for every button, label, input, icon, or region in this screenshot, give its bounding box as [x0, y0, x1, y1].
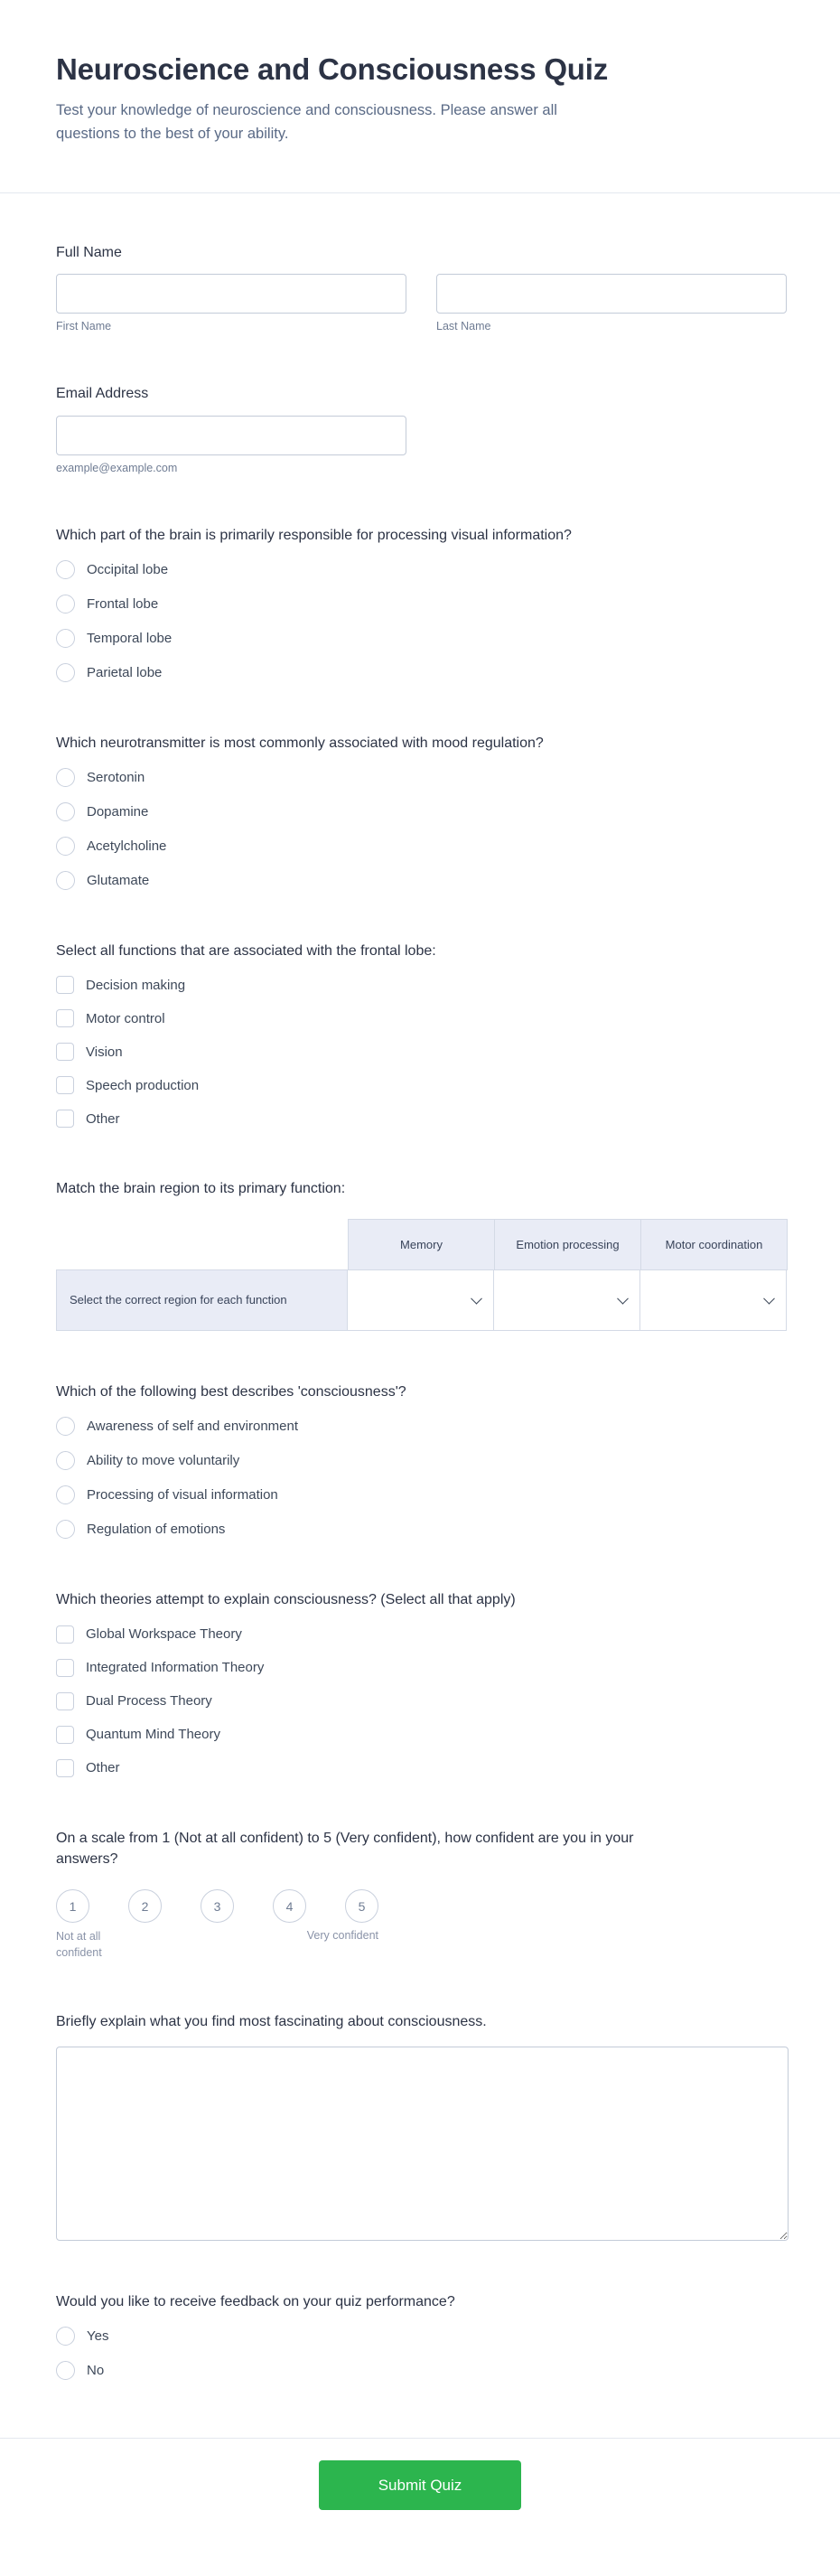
matrix-corner-cell [56, 1219, 348, 1270]
matrix-row-label [56, 1269, 348, 1331]
submit-area [0, 2439, 840, 2559]
radio-option-label: Dopamine [87, 803, 149, 820]
matrix-column-header-label: Memory [400, 1237, 443, 1251]
checkbox-option-label: Integrated Information Theory [86, 1660, 265, 1676]
radio-option-label: Ability to move voluntarily [87, 1453, 240, 1469]
radio-option[interactable] [56, 2361, 789, 2380]
radio-option[interactable] [56, 1520, 789, 1539]
radio-option-label: Parietal lobe [87, 664, 163, 680]
question-label: Which neurotransmitter is most commonly associated with mood regulation? [56, 735, 544, 751]
email-input[interactable] [56, 416, 406, 455]
checkbox-option[interactable] [56, 976, 789, 994]
email-field [56, 383, 789, 473]
radio-icon[interactable] [56, 663, 75, 682]
checkbox-option-label: Global Workspace Theory [86, 1626, 242, 1643]
radio-icon[interactable] [56, 871, 75, 890]
radio-icon[interactable] [56, 629, 75, 648]
radio-group [56, 768, 789, 890]
question-label: Which theories attempt to explain consciousness? (Select all that apply) [56, 1592, 516, 1608]
first-name-sublabel: First Name [56, 320, 112, 333]
checkbox-option-label: Quantum Mind Theory [86, 1727, 220, 1743]
matrix-column-header [494, 1219, 641, 1270]
radio-option-label: Occipital lobe [87, 561, 169, 577]
question-label: Match the brain region to its primary function: [56, 1181, 346, 1197]
checkbox-icon[interactable] [56, 1759, 74, 1777]
checkbox-option[interactable] [56, 1625, 789, 1644]
scale-option-value: 3 [213, 1898, 221, 1914]
question-brain-region-matrix [56, 1178, 789, 1331]
submit-button[interactable]: Submit Quiz [319, 2460, 521, 2510]
radio-option[interactable] [56, 560, 789, 579]
checkbox-option[interactable] [56, 1726, 789, 1744]
scale-option-button[interactable] [56, 1889, 89, 1923]
checkbox-option-label: Dual Process Theory [86, 1693, 212, 1710]
radio-icon[interactable] [56, 2327, 75, 2346]
radio-option[interactable] [56, 663, 789, 682]
question-fascinating-explain [56, 2011, 789, 2241]
checkbox-icon[interactable] [56, 1726, 74, 1744]
matrix-table [56, 1219, 789, 1331]
checkbox-option[interactable] [56, 1692, 789, 1710]
chevron-down-icon [617, 1293, 629, 1305]
radio-option-label: Regulation of emotions [87, 1522, 226, 1538]
radio-option[interactable] [56, 768, 789, 787]
scale-option-value: 5 [358, 1898, 366, 1914]
email-label: Email Address [56, 386, 149, 402]
checkbox-option-label: Other [86, 1760, 120, 1776]
checkbox-group [56, 1625, 789, 1777]
question-consciousness-theories [56, 1589, 789, 1776]
matrix-row-label-text: Select the correct region for each function [70, 1292, 287, 1307]
radio-option-label: No [87, 2363, 105, 2379]
matrix-select-cells [348, 1269, 787, 1331]
checkbox-icon[interactable] [56, 1692, 74, 1710]
checkbox-icon[interactable] [56, 1076, 74, 1094]
matrix-header-row [56, 1219, 789, 1270]
radio-icon[interactable] [56, 768, 75, 787]
checkbox-option-label: Vision [86, 1044, 123, 1060]
checkbox-option-label: Speech production [86, 1077, 200, 1093]
full-name-field [56, 242, 789, 333]
radio-group [56, 560, 789, 682]
radio-option-label: Serotonin [87, 769, 145, 785]
radio-icon[interactable] [56, 1417, 75, 1436]
question-label: Would you like to receive feedback on your quiz performance? [56, 2294, 455, 2310]
scale-option-button[interactable] [273, 1889, 306, 1923]
radio-option[interactable] [56, 595, 789, 614]
checkbox-option[interactable] [56, 1759, 789, 1777]
radio-option[interactable] [56, 1451, 789, 1470]
header-divider [0, 192, 840, 193]
radio-option-label: Temporal lobe [87, 630, 173, 646]
radio-option[interactable] [56, 871, 789, 890]
matrix-select-dropdown[interactable] [347, 1269, 494, 1331]
email-sublabel: example@example.com [56, 461, 178, 474]
first-name-input[interactable] [56, 274, 406, 314]
chevron-down-icon [471, 1293, 482, 1305]
checkbox-icon[interactable] [56, 976, 74, 994]
first-name-subfield [56, 274, 406, 333]
scale-option-value: 1 [69, 1898, 77, 1914]
radio-option[interactable] [56, 802, 789, 821]
checkbox-option-label: Decision making [86, 977, 186, 993]
question-frontal-lobe-functions [56, 941, 789, 1128]
checkbox-group [56, 976, 789, 1128]
checkbox-icon[interactable] [56, 1659, 74, 1677]
chevron-down-icon [763, 1293, 775, 1305]
radio-option-label: Awareness of self and environment [87, 1419, 299, 1435]
scale-options [56, 1889, 789, 1923]
radio-icon[interactable] [56, 802, 75, 821]
matrix-select-dropdown[interactable] [639, 1269, 787, 1331]
radio-group [56, 2327, 789, 2380]
radio-option-label: Acetylcholine [87, 838, 167, 854]
checkbox-option[interactable] [56, 1076, 789, 1094]
question-consciousness-definition [56, 1382, 789, 1539]
form-header [0, 0, 840, 192]
full-name-label: Full Name [56, 245, 122, 261]
radio-group [56, 1417, 789, 1539]
last-name-subfield [436, 274, 787, 333]
form-body [0, 242, 840, 2380]
question-visual-processing [56, 525, 789, 682]
checkbox-icon[interactable] [56, 1009, 74, 1027]
question-confidence-scale [56, 1828, 789, 1961]
scale-right-label: Very confident [306, 1929, 378, 1942]
scale-option-button[interactable] [345, 1889, 378, 1923]
checkbox-option-label: Motor control [86, 1010, 165, 1026]
checkbox-option-label: Other [86, 1110, 120, 1127]
checkbox-option[interactable] [56, 1110, 789, 1128]
question-label: Select all functions that are associated with the frontal lobe: [56, 942, 436, 959]
question-label: On a scale from 1 (Not at all confident) to 5 (Very confident), how confident are you in your answers? [56, 1830, 634, 1867]
radio-option-label: Processing of visual information [87, 1487, 278, 1503]
radio-option[interactable] [56, 2327, 789, 2346]
form-subtitle: Test your knowledge of neuroscience and consciousness. Please answer all questions to the best of your ability. [56, 102, 557, 142]
form-title: Neuroscience and Consciousness Quiz [56, 52, 609, 86]
checkbox-option[interactable] [56, 1659, 789, 1677]
radio-option[interactable] [56, 837, 789, 856]
radio-icon[interactable] [56, 837, 75, 856]
checkbox-option[interactable] [56, 1009, 789, 1027]
scale-labels [56, 1929, 378, 1961]
question-feedback [56, 2291, 789, 2380]
question-label: Briefly explain what you find most fascinating about consciousness. [56, 2014, 487, 2029]
question-label: Which of the following best describes 'consciousness'? [56, 1384, 406, 1400]
matrix-column-header [640, 1219, 788, 1270]
question-label: Which part of the brain is primarily responsible for processing visual information? [56, 527, 572, 543]
radio-option[interactable] [56, 629, 789, 648]
last-name-sublabel: Last Name [436, 320, 491, 333]
matrix-column-header [348, 1219, 495, 1270]
checkbox-icon[interactable] [56, 1625, 74, 1644]
radio-icon[interactable] [56, 595, 75, 614]
scale-option-value: 2 [141, 1898, 149, 1914]
radio-icon[interactable] [56, 1485, 75, 1504]
radio-option-label: Glutamate [87, 872, 150, 888]
checkbox-option[interactable] [56, 1043, 789, 1061]
scale-option-button[interactable] [128, 1889, 162, 1923]
radio-option[interactable] [56, 1417, 789, 1436]
explain-textarea[interactable] [56, 2047, 789, 2241]
radio-icon[interactable] [56, 560, 75, 579]
scale-left-label: Not at all confident [56, 1930, 102, 1959]
radio-icon[interactable] [56, 1520, 75, 1539]
matrix-column-headers [348, 1219, 788, 1270]
radio-icon[interactable] [56, 2361, 75, 2380]
checkbox-icon[interactable] [56, 1043, 74, 1061]
name-inputs-row [56, 274, 789, 333]
matrix-select-dropdown[interactable] [493, 1269, 640, 1331]
email-input-wrap [56, 416, 406, 474]
radio-icon[interactable] [56, 1451, 75, 1470]
radio-option-label: Frontal lobe [87, 595, 159, 612]
radio-option[interactable] [56, 1485, 789, 1504]
question-neurotransmitter [56, 733, 789, 890]
matrix-column-header-label: Emotion processing [516, 1237, 620, 1251]
matrix-data-row [56, 1269, 789, 1331]
matrix-column-header-label: Motor coordination [665, 1237, 763, 1251]
last-name-input[interactable] [436, 274, 787, 314]
scale-option-button[interactable] [201, 1889, 234, 1923]
radio-option-label: Yes [87, 2328, 109, 2345]
checkbox-icon[interactable] [56, 1110, 74, 1128]
scale-option-value: 4 [285, 1898, 294, 1914]
